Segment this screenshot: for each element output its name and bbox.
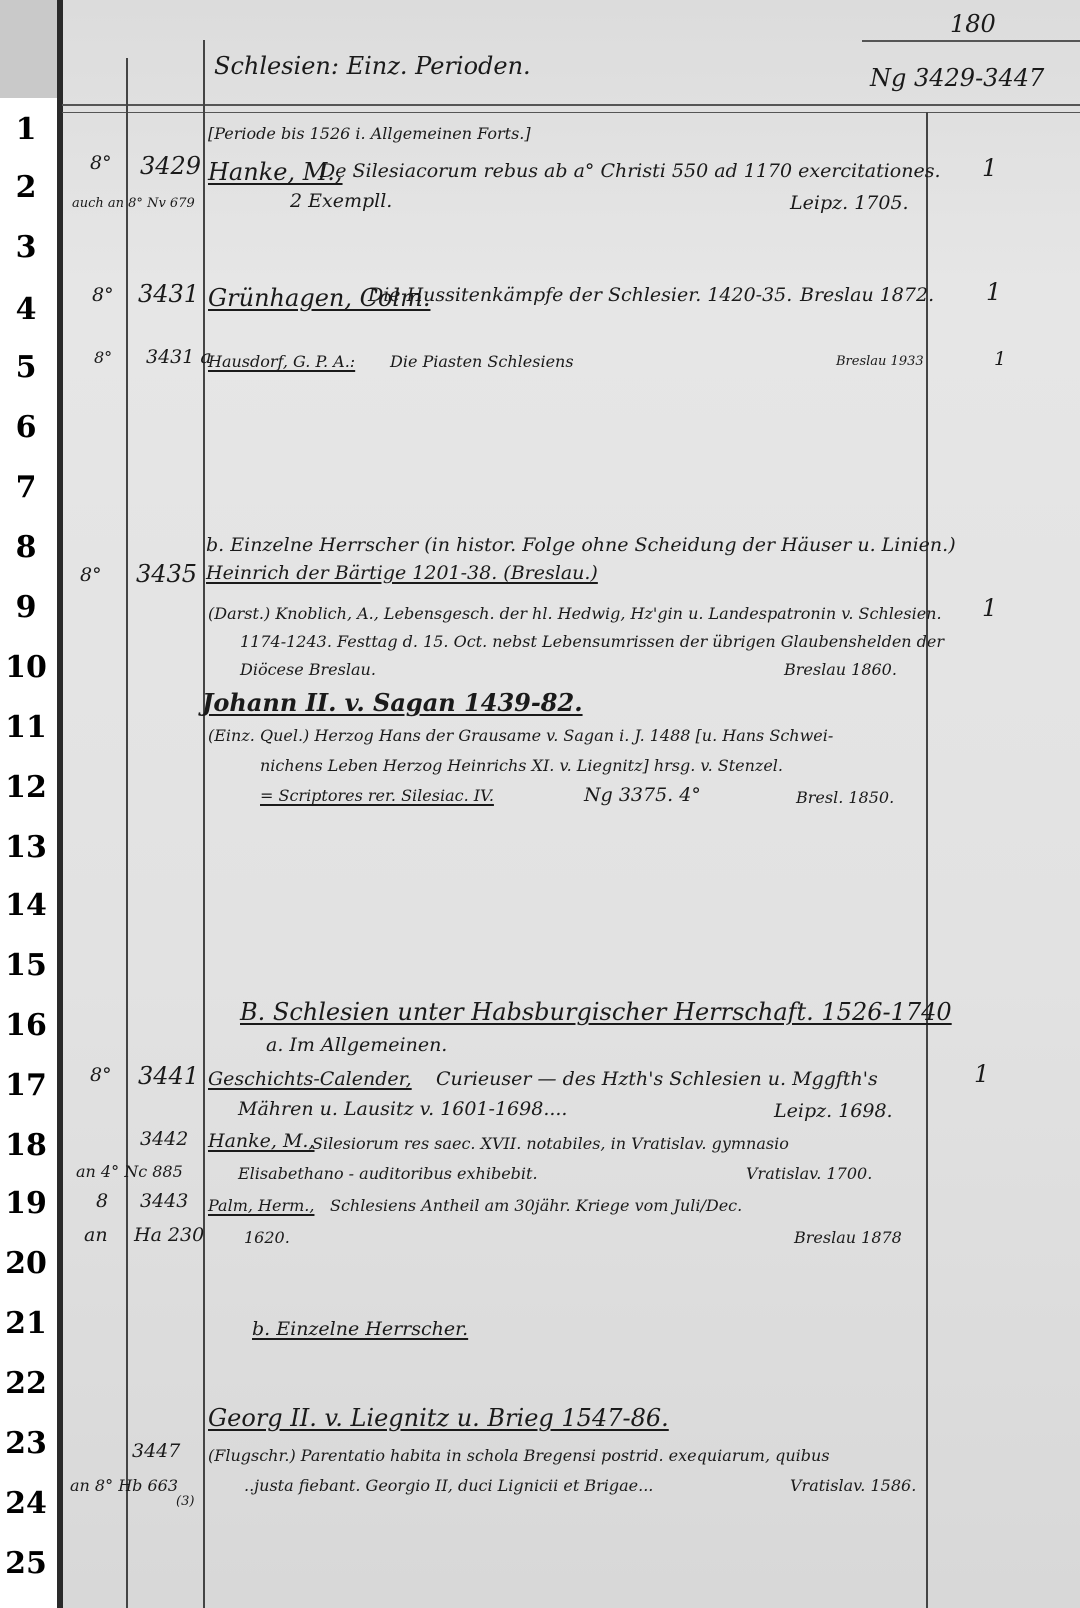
location-prefix: an <box>84 1224 108 1246</box>
author-cell: Hanke, M., <box>208 158 343 186</box>
place-cell: Vratislav. 1586. <box>790 1476 917 1495</box>
number-cell: 3441 <box>138 1062 200 1090</box>
format-cell: 8° <box>94 348 113 367</box>
format-cell: 8° <box>80 564 102 586</box>
section-heading: b. Einzelne Herrscher (in histor. Folge ohne Scheidung der Häuser u. Linien.) <box>206 534 956 556</box>
line-number: 2 <box>15 170 37 205</box>
shelf-ref: Ng 3375. 4° <box>584 784 701 806</box>
line-number: 8 <box>15 530 37 565</box>
entry-text: nichens Leben Herzog Heinrichs XI. v. Liegnitz] hrsg. v. Stenzel. <box>260 756 783 775</box>
title-cell: Schlesiens Antheil am 30jähr. Kriege vom Juli/Dec. <box>330 1196 743 1215</box>
number-cell: 3431 <box>138 280 200 308</box>
place-cell: Breslau 1933 <box>836 354 924 369</box>
format-cell: 8° <box>90 1064 112 1086</box>
line-number: 21 <box>5 1306 47 1341</box>
format-cell: 8° <box>92 284 114 306</box>
line-number: 4 <box>15 292 37 327</box>
entry-text: (Einz. Quel.) Herzog Hans der Grausame v. Sagan i. J. 1488 [u. Hans Schwei- <box>208 726 834 745</box>
line-number: 18 <box>5 1128 47 1163</box>
line-number: 14 <box>5 888 47 923</box>
format-cell: 8° <box>90 152 112 174</box>
author-cell: Palm, Herm., <box>208 1196 315 1215</box>
note-cell: 2 Exempll. <box>290 190 393 212</box>
line-number: 10 <box>5 650 47 685</box>
subsection-heading: a. Im Allgemeinen. <box>266 1034 448 1056</box>
author-cell: Hausdorf, G. P. A.: <box>208 352 356 371</box>
column-divider-count <box>926 112 928 1608</box>
entry-text: 1174-1243. Festtag d. 15. Oct. nebst Lebensumrissen der übrigen Glaubenshelden der <box>240 632 945 651</box>
count-cell: 1 <box>994 348 1007 370</box>
number-cell: 3429 <box>140 152 202 180</box>
page-number-rule <box>862 40 1080 42</box>
page-number: 180 <box>950 10 996 38</box>
margin-top-block <box>0 0 57 98</box>
place-cell: Breslau 1860. <box>784 660 897 679</box>
line-number: 15 <box>5 948 47 983</box>
line-number: 13 <box>5 830 47 865</box>
title-cell: Curieuser — des Hzth's Schlesien u. Mggfth's <box>436 1068 878 1090</box>
title-cell: Die Hussitenkämpfe der Schlesier. 1420-35. <box>368 284 793 306</box>
column-divider-number <box>203 40 205 1608</box>
line-number: 7 <box>15 470 37 505</box>
entry-text: Elisabethano - auditoribus exhibebit. <box>238 1164 538 1183</box>
author-cell: Grünhagen, Colm. <box>208 284 431 312</box>
entry-text: Diöcese Breslau. <box>240 660 376 679</box>
line-number: 25 <box>5 1546 47 1581</box>
author-cell: Geschichts-Calender, <box>208 1068 412 1090</box>
line-number: 3 <box>15 230 37 265</box>
line-number: 6 <box>15 410 37 445</box>
line-number: 17 <box>5 1068 47 1103</box>
number-cell: 3442 <box>140 1128 189 1150</box>
line-number: 22 <box>5 1366 47 1401</box>
location-cell: Ha 230 <box>134 1224 205 1246</box>
count-cell: 1 <box>986 278 1002 306</box>
line-number: 20 <box>5 1246 47 1281</box>
location-cell: an 4° Nc 885 <box>76 1162 183 1181</box>
title-cell: Silesiorum res saec. XVII. notabiles, in Vratislav. gymnasio <box>312 1134 789 1153</box>
line-number: 1 <box>15 112 37 147</box>
place-cell: Breslau 1872. <box>800 284 935 306</box>
entry-text: Mähren u. Lausitz v. 1601-1698.... <box>238 1098 568 1120</box>
line-number: 23 <box>5 1426 47 1461</box>
shelf-range: Ng 3429-3447 <box>870 64 1045 92</box>
place-cell: Leipz. 1705. <box>790 192 909 214</box>
page-edge <box>57 0 63 1608</box>
line-number: 9 <box>15 590 37 625</box>
line-number: 12 <box>5 770 47 805</box>
number-cell: 3431 a <box>146 346 212 368</box>
page-title: Schlesien: Einz. Perioden. <box>214 52 531 80</box>
ruler-heading: Georg II. v. Liegnitz u. Brieg 1547-86. <box>208 1404 669 1432</box>
entry-text: (Darst.) Knoblich, A., Lebensgesch. der hl. Hedwig, Hz'gin u. Landespatronin v. Schlesien. <box>208 604 942 623</box>
ruler-heading: Heinrich der Bärtige 1201-38. (Breslau.) <box>206 562 598 584</box>
title-cell: De Silesiacorum rebus ab a° Christi 550 ad 1170 exercitationes. <box>320 160 941 182</box>
ruler-heading: Johann II. v. Sagan 1439-82. <box>202 688 583 717</box>
line-number: 24 <box>5 1486 47 1521</box>
column-divider-format <box>126 58 128 1608</box>
format-cell: 8 <box>96 1190 109 1212</box>
header-rule <box>62 104 1080 106</box>
place-cell: Bresl. 1850. <box>796 788 895 807</box>
entry-text: (Flugschr.) Parentatio habita in schola Bregensi postrid. exequiarum, quibus <box>208 1446 830 1465</box>
line-number: 19 <box>5 1186 47 1221</box>
place-cell: Vratislav. 1700. <box>746 1164 873 1183</box>
series-cell: = Scriptores rer. Silesiac. IV. <box>260 786 494 805</box>
copy-note: (3) <box>176 1494 195 1509</box>
entry-text: 1620. <box>244 1228 290 1247</box>
number-cell: 3435 <box>136 560 198 588</box>
location-cell: auch an 8° Nv 679 <box>72 196 195 211</box>
count-cell: 1 <box>982 594 998 622</box>
line-number: 5 <box>15 350 37 385</box>
section-continuation: [Periode bis 1526 i. Allgemeinen Forts.] <box>208 124 531 143</box>
place-cell: Breslau 1878 <box>794 1228 902 1247</box>
author-cell: Hanke, M., <box>208 1130 315 1152</box>
location-cell: an 8° Hb 663 <box>70 1476 179 1495</box>
count-cell: 1 <box>982 154 998 182</box>
section-heading: B. Schlesien unter Habsburgischer Herrschaft. 1526-1740 <box>240 998 952 1026</box>
subsection-heading: b. Einzelne Herrscher. <box>252 1318 469 1340</box>
title-cell: Die Piasten Schlesiens <box>390 352 574 371</box>
number-cell: 3443 <box>140 1190 189 1212</box>
line-number: 11 <box>5 710 47 745</box>
number-cell: 3447 <box>132 1440 181 1462</box>
count-cell: 1 <box>974 1060 990 1088</box>
entry-text: ..justa fiebant. Georgio II, duci Lignicii et Brigae... <box>244 1476 654 1495</box>
line-number: 16 <box>5 1008 47 1043</box>
place-cell: Leipz. 1698. <box>774 1100 893 1122</box>
